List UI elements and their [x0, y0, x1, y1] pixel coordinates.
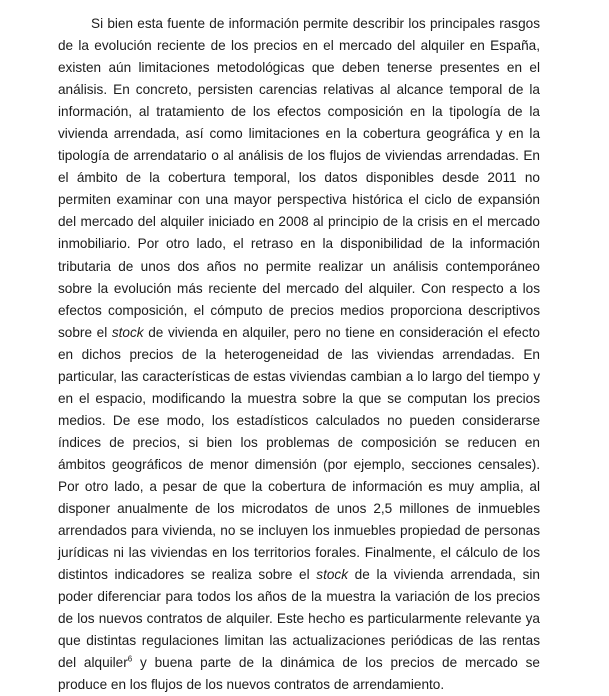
text-segment: de la vivienda arrendada, sin poder diferenciar para todos los años de la muestra la variación de los precios de los nuevos contratos de alquiler. Este hecho es particularmente relevante ya que distintas regulaciones limitan las actualizaciones periódicas de las rentas del alquiler — [58, 567, 540, 671]
italic-term-stock: stock — [316, 567, 349, 583]
document-page — [58, 13, 540, 696]
footnote-reference[interactable]: 6 — [127, 654, 133, 664]
italic-term-stock: stock — [111, 324, 144, 340]
text-segment: Si bien esta fuente de información permite describir los principales rasgos de la evolución reciente de los precios en el mercado del alquiler en España, existen aún limitaciones metodológicas que deben tenerse presentes en el análisis. En concreto, persisten carencias relativas al alcance temporal de la información, al tratamiento de los efectos composición en la tipología de la vivienda arrendada, así como limitaciones en la cobertura geográfica y en la tipología de arrendatario o al análisis de los flujos de viviendas arrendadas. En el ámbito de la cobertura temporal, los datos disponibles desde 2011 no permiten examinar con una mayor perspectiva histórica el ciclo de expansión del mercado del alquiler iniciado en 2008 al principio de la crisis en el mercado inmobiliario. Por otro lado, el retraso en la disponibilidad de la información tributaria de unos dos años no permite realizar un análisis contemporáneo sobre la evolución más reciente del mercado del alquiler. Con respecto a los efectos composición, el cómputo de precios medios proporciona descriptivos sobre el — [58, 16, 540, 340]
text-segment: y buena parte de la dinámica de los precios de mercado se produce en los flujos de los nuevos contratos de arrendamiento. — [58, 655, 540, 693]
body-paragraph — [58, 13, 540, 696]
text-segment: de vivienda en alquiler, pero no tiene en consideración el efecto en dichos precios de la heterogeneidad de las viviendas arrendadas. En particular, las características de estas viviendas cambian a lo largo del tiempo y en el espacio, modificando la muestra sobre la que se computan los precios medios. De ese modo, los estadísticos calculados no pueden considerarse índices de precios, si bien los problemas de composición se reducen en ámbitos geográficos de menor dimensión (por ejemplo, secciones censales). Por otro lado, a pesar de que la cobertura de información es muy amplia, al disponer anualmente de los microdatos de unos 2,5 millones de inmuebles arrendados para vivienda, no se incluyen los inmuebles propiedad de personas jurídicas ni las viviendas en los territorios forales. Finalmente, el cálculo de los distintos indicadores se realiza sobre el — [58, 324, 540, 583]
